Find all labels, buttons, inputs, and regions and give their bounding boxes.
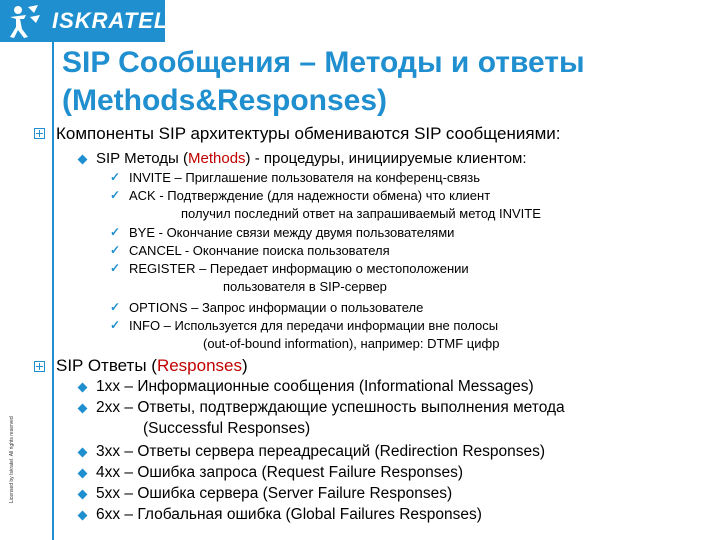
method-ack: ACK - Подтверждение (для надежности обмена) что клиент [129,188,491,203]
section2-prefix: SIP Ответы ( [56,356,157,375]
response-5xx: 5xx – Ошибка сервера (Server Failure Responses) [96,485,453,502]
check-bullet-icon: ✓ [110,225,121,239]
diamond-bullet-icon [78,383,88,393]
copyright-side-text: Licensed by Iskratel. All rights reserved [9,416,15,503]
method-bye: BYE - Окончание связи между двумя пользователями [129,225,455,240]
iskratel-logo [0,0,169,42]
response-2xx-continued: (Successful Responses) [143,420,311,437]
title-line-1: SIP Сообщения – Методы и ответы [62,46,585,79]
check-bullet-icon: ✓ [110,261,121,275]
left-divider [52,40,54,540]
response-3xx: 3xx – Ответы сервера переадресаций (Redirection Responses) [96,443,546,460]
methods-header-suffix: ) - процедуры, инициируемые клиентом: [245,150,527,167]
diamond-bullet-icon [78,490,88,500]
response-2xx: 2xx – Ответы, подтверждающие успешность выполнения метода [96,399,565,416]
section2-suffix: ) [242,356,248,375]
response-6xx: 6xx – Глобальная ошибка (Global Failures Responses) [96,506,482,523]
methods-header-prefix: SIP Методы ( [96,150,188,167]
page-title [62,44,585,120]
methods-header-highlight: Methods [188,150,246,167]
method-cancel: CANCEL - Окончание поиска пользователя [129,243,390,258]
response-1xx: 1xx – Информационные сообщения (Informational Messages) [96,378,534,395]
diamond-bullet-icon [78,511,88,521]
check-bullet-icon: ✓ [110,243,121,257]
method-info: INFO – Используется для передачи информации вне полосы [129,318,499,333]
section2-heading [56,356,248,376]
section1-heading: Компоненты SIP архитектуры обмениваются SIP сообщениями: [56,124,561,143]
diamond-bullet-icon [78,404,88,414]
method-invite: INVITE – Приглашение пользователя на конференц-связь [129,170,480,185]
diamond-bullet-icon [78,469,88,479]
method-register: REGISTER – Передает информацию о местоположении [129,261,469,276]
section2-highlight: Responses [156,356,243,375]
method-ack-continued: получил последний ответ на запрашиваемый метод INVITE [181,206,541,221]
title-line-2: (Methods&Responses) [62,84,388,117]
diamond-bullet-icon [78,155,88,165]
method-register-continued: пользователя в SIP-сервер [223,279,387,294]
plus-bullet-icon [34,128,45,139]
response-4xx: 4xx – Ошибка запроса (Request Failure Responses) [96,464,464,481]
method-options: OPTIONS – Запрос информации о пользователе [129,300,424,315]
person-logo-icon [6,3,42,39]
check-bullet-icon: ✓ [110,318,121,332]
methods-header [96,150,527,167]
check-bullet-icon: ✓ [110,170,121,184]
check-bullet-icon: ✓ [110,188,121,202]
check-bullet-icon: ✓ [110,300,121,314]
logo-brand-text: ISKRATEL [52,8,169,33]
method-info-continued: (out-of-bound information), например: DTMF цифр [203,336,500,351]
plus-bullet-icon [34,361,45,372]
diamond-bullet-icon [78,448,88,458]
